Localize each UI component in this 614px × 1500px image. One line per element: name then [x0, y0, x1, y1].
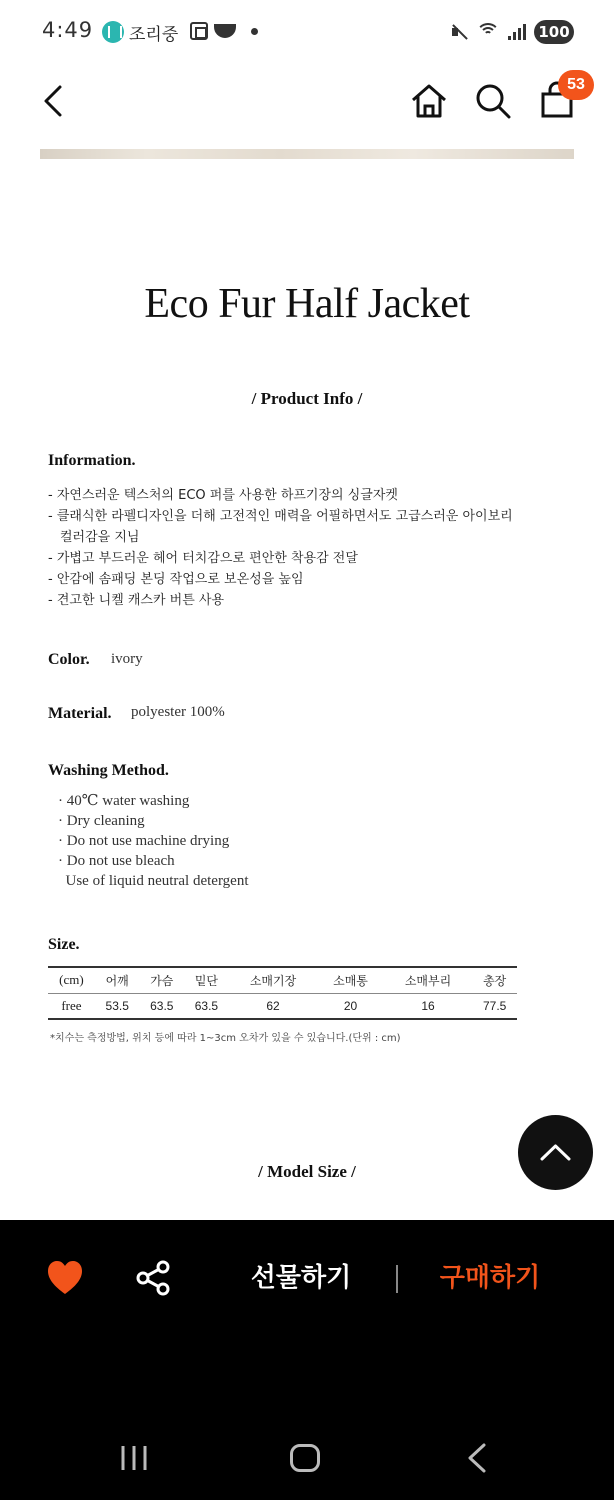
info-line: - 자연스러운 텍스처의 ECO 퍼를 사용한 하프기장의 싱글자켓 — [48, 488, 398, 503]
recents-icon[interactable] — [120, 1444, 148, 1472]
status-bar — [0, 0, 614, 62]
system-nav-bar — [0, 1338, 614, 1500]
size-cell: 53.5 — [105, 998, 129, 1013]
info-line: - 클래식한 라펠디자인을 더해 고전적인 매력을 어필하면서도 고급스러운 아이보리 — [48, 509, 513, 524]
size-cell: 63.5 — [194, 998, 219, 1013]
action-bar-divider — [396, 1265, 398, 1293]
size-cell: 20 — [343, 998, 358, 1013]
heart-icon[interactable] — [46, 1260, 84, 1296]
size-cell: 77.5 — [482, 998, 507, 1013]
washing-list — [58, 791, 249, 891]
size-header-cell: 가슴 — [150, 973, 174, 988]
product-info-heading: / Product Info / — [251, 389, 363, 408]
cast-icon — [190, 22, 208, 40]
app-header — [0, 62, 614, 142]
washing-line: · Dry cleaning — [58, 813, 145, 829]
information-list — [48, 485, 568, 611]
info-line: - 가볍고 부드러운 헤어 터치감으로 편안한 착용감 전달 — [48, 551, 358, 566]
material-value: polyester 100% — [131, 704, 225, 720]
info-line: - 견고한 니켈 캐스카 버튼 사용 — [48, 593, 225, 608]
size-table — [48, 966, 517, 1020]
info-line: - 안감에 솜패딩 본딩 작업으로 보온성을 높임 — [48, 572, 304, 587]
home-icon[interactable] — [410, 82, 448, 120]
size-cell: 62 — [266, 998, 280, 1013]
size-header-cell: 소매부리 — [404, 973, 452, 988]
bowl-icon — [214, 24, 236, 38]
battery-icon: 100 — [534, 20, 574, 44]
size-label: Size. — [48, 936, 80, 953]
status-right — [450, 20, 574, 44]
model-size-heading: / Model Size / — [258, 1162, 356, 1181]
notification-dot-icon — [251, 28, 258, 35]
size-header-cell: 어깨 — [105, 973, 129, 988]
washing-line: · 40℃ water washing — [58, 793, 190, 809]
home-nav-icon[interactable] — [290, 1444, 320, 1472]
status-app-label: 조리중 — [129, 25, 179, 45]
size-table-header — [48, 967, 517, 993]
washing-line: · Do not use bleach — [58, 853, 175, 869]
size-header-cell: 소매기장 — [249, 973, 297, 988]
search-icon[interactable] — [474, 82, 512, 120]
back-nav-icon[interactable] — [466, 1442, 488, 1474]
share-icon[interactable] — [135, 1260, 171, 1296]
gift-button[interactable]: 선물하기 — [250, 1263, 352, 1293]
color-value: ivory — [111, 651, 143, 667]
washing-line: Use of liquid neutral detergent — [58, 873, 249, 889]
table-row — [48, 993, 517, 1019]
wifi-icon — [476, 23, 500, 41]
size-header-cell: 소매통 — [333, 973, 368, 988]
buy-button[interactable]: 구매하기 — [439, 1263, 541, 1293]
product-image-strip — [40, 149, 574, 159]
size-note: *치수는 측정방법, 위치 등에 따라 1~3cm 오차가 있을 수 있습니다.(단위 : cm) — [50, 1033, 401, 1044]
info-line: 컬러감을 지님 — [60, 530, 140, 545]
size-cell: 63.5 — [150, 998, 174, 1013]
color-label: Color. — [48, 651, 90, 668]
washing-label: Washing Method. — [48, 762, 169, 779]
size-header-cell: (cm) — [59, 972, 84, 988]
status-time: 4:49 — [42, 18, 94, 42]
size-cell: 16 — [421, 998, 435, 1013]
material-label: Material. — [48, 705, 112, 722]
back-icon[interactable] — [40, 84, 68, 118]
app-icon — [102, 21, 124, 43]
size-header-cell: 밑단 — [194, 973, 218, 988]
size-header-cell: 총장 — [483, 973, 507, 988]
cart-count-badge[interactable]: 53 — [558, 70, 594, 100]
washing-line: · Do not use machine drying — [58, 833, 230, 849]
signal-icon — [508, 24, 526, 40]
purchase-action-bar — [0, 1220, 614, 1338]
size-cell: free — [61, 997, 82, 1013]
information-label: Information. — [48, 452, 136, 469]
mute-icon — [450, 23, 468, 41]
product-title: Eco Fur Half Jacket — [144, 281, 470, 327]
